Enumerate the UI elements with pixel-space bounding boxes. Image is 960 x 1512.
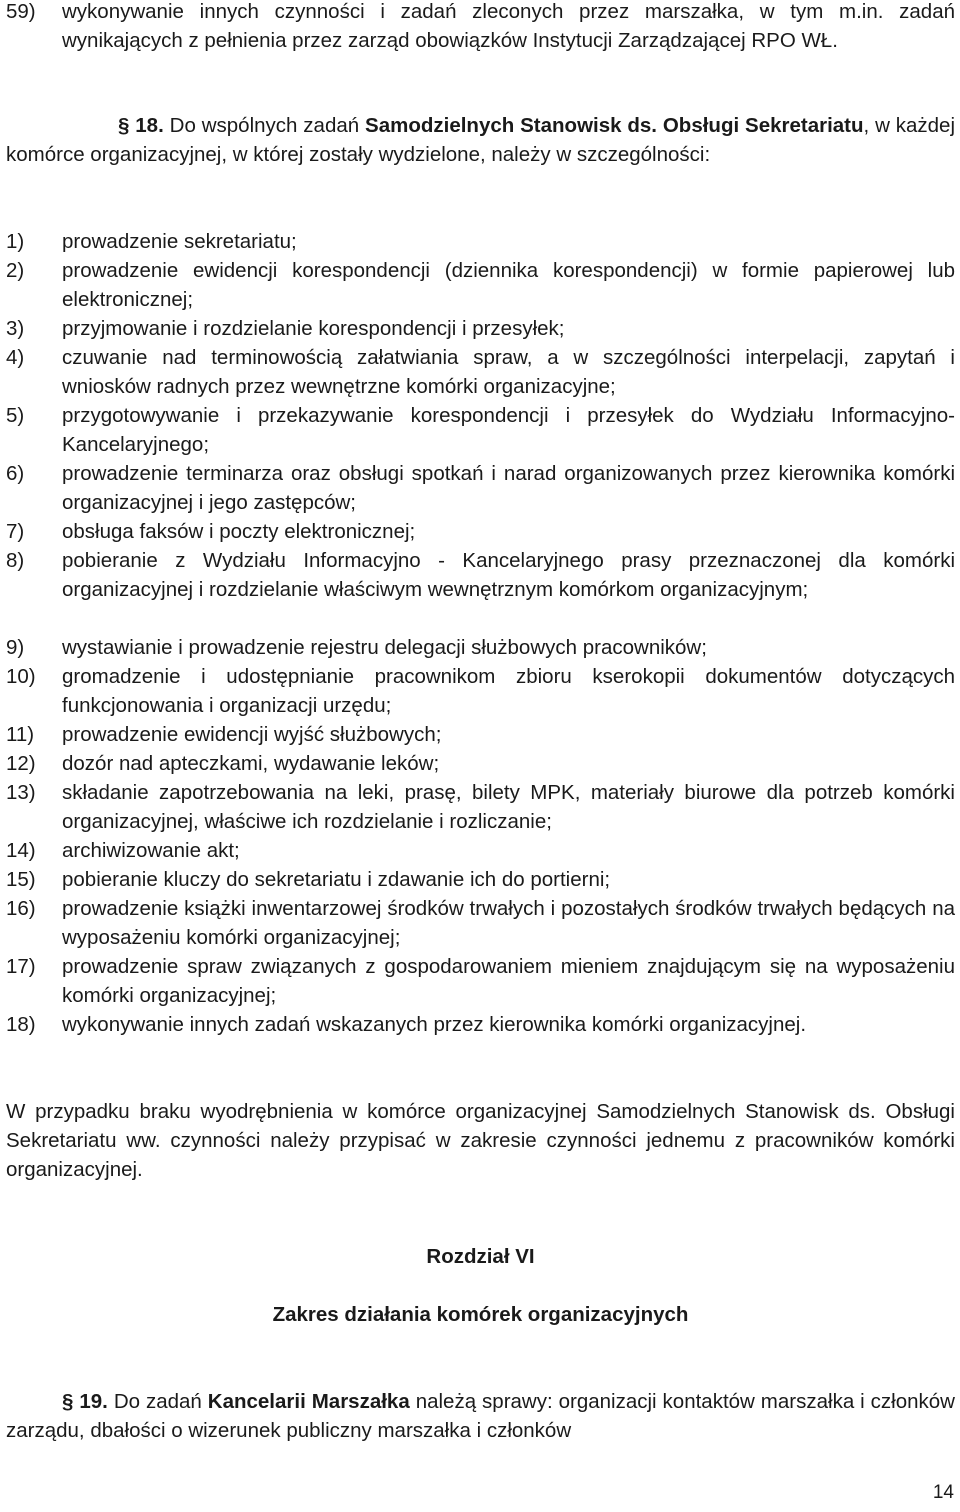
list-item-text: wykonywanie innych zadań wskazanych przez kierownika komórki organizacyjnej. [62,1013,807,1036]
paragraph-19 [6,1387,955,1445]
closing-paragraph: W przypadku braku wyodrębnienia w komórce organizacyjnej Samodzielnych Stanowisk ds. Obsługi Sekretariatu ww. czynności należy przypisać w zakresie czynności jednemu z pracowników komórki organizacyjnej. [6,1100,955,1181]
list-item [6,459,955,517]
chapter-title: Zakres działania komórek organizacyjnych [272,1303,689,1326]
list-item-number: 4) [6,346,25,369]
list-item-number: 7) [6,520,25,543]
list-item [6,865,955,894]
list-item [6,0,955,55]
list-item-number: 12) [6,752,36,775]
list-item [6,343,955,401]
list-item-number: 8) [6,549,25,572]
list-item [6,749,955,778]
paragraph-18-subject: Samodzielnych Stanowisk ds. Obsługi Sekretariatu [365,114,864,137]
list-item-number: 6) [6,462,25,485]
list-item-text: archiwizowanie akt; [62,839,240,862]
list-item-number: 9) [6,636,25,659]
list-item-text: wykonywanie innych czynności i zadań zleconych przez marszałka, w tym m.in. zadań wynikających z pełnienia przez zarząd obowiązków Instytucji Zarządzającej RPO WŁ. [62,0,955,52]
section-sign: § [118,114,130,137]
list-item [6,778,955,836]
page-number: 14 [932,1482,954,1503]
list-item-number: 13) [6,781,36,804]
paragraph-18 [6,111,955,169]
list-item [6,952,955,1010]
list-item-number: 59) [6,0,36,23]
list-item [6,314,955,343]
list-item-number: 18) [6,1013,36,1036]
paragraph-18-rest: , w każdej komórce organizacyjnej, w której zostały wydzielone, należy w szczególności: [6,114,956,166]
list-item-text: przygotowywanie i przekazywanie korespondencji i przesyłek do Wydziału Informacyjno-Kancelaryjnego; [62,404,955,456]
list-item-text: dozór nad apteczkami, wydawanie leków; [62,752,440,775]
list-item-number: 17) [6,955,36,978]
list-item [6,227,955,256]
list-item-number: 2) [6,259,25,282]
paragraph-18-intro: Do wspólnych zadań [169,114,360,137]
list-item-number: 15) [6,868,36,891]
chapter-heading: Rozdział VI [426,1245,535,1268]
list-item-text: prowadzenie książki inwentarzowej środków trwałych i pozostałych środków trwałych będących na wyposażeniu komórki organizacyjnej; [62,897,955,949]
list-item-text: obsługa faksów i poczty elektronicznej; [62,520,416,543]
list-item-number: 5) [6,404,25,427]
section-number: 19. [79,1390,108,1413]
paragraph-19-intro: Do zadań [113,1390,202,1413]
list-item-number: 11) [6,723,35,746]
list-item [6,720,955,749]
list-item-number: 3) [6,317,25,340]
list-item-text: czuwanie nad terminowością załatwiania spraw, a w szczególności interpelacji, zapytań i wniosków radnych przez wewnętrzne komórki organizacyjne; [62,346,955,398]
section-number: 18. [135,114,164,137]
list-item-text: przyjmowanie i rozdzielanie korespondencji i przesyłek; [62,317,565,340]
list-item-text: prowadzenie spraw związanych z gospodarowaniem mieniem znajdującym się na wyposażeniu komórki organizacyjnej; [62,955,955,1007]
list-item-number: 1) [6,230,25,253]
list-item-text: wystawianie i prowadzenie rejestru delegacji służbowych pracowników; [62,636,707,659]
list-item-text: prowadzenie ewidencji korespondencji (dziennika korespondencji) w formie papierowej lub elektronicznej; [62,259,955,311]
list-item-number: 16) [6,897,36,920]
list-item-text: składanie zapotrzebowania na leki, prasę, bilety MPK, materiały biurowe dla potrzeb komórki organizacyjnej, właściwe ich rozdzielanie i rozliczanie; [62,781,955,833]
list-item-number: 14) [6,839,36,862]
list-item-text: prowadzenie ewidencji wyjść służbowych; [62,723,442,746]
list-item-text: prowadzenie sekretariatu; [62,230,297,253]
list-item [6,256,955,314]
list-item-text: pobieranie z Wydziału Informacyjno - Kancelaryjnego prasy przeznaczonej dla komórki organizacyjnej i rozdzielanie właściwym wewnętrznym komórkom organizacyjnym; [62,549,955,601]
list-item [6,1010,955,1039]
list-item-text: gromadzenie i udostępnianie pracownikom zbioru kserokopii dokumentów dotyczących funkcjonowania i organizacji urzędu; [62,665,955,717]
list-item-text: pobieranie kluczy do sekretariatu i zdawanie ich do portierni; [62,868,611,891]
paragraph-19-rest: należą sprawy: organizacji kontaktów marszałka i członków zarządu, dbałości o wizerunek publiczny marszałka i członków [6,1390,955,1442]
list-item [6,836,955,865]
paragraph-19-subject: Kancelarii Marszałka [207,1390,410,1413]
list-item [6,894,955,952]
list-item [6,517,955,546]
list-item [6,546,955,604]
list-item [6,662,955,720]
section-sign: § [62,1390,74,1413]
list-item [6,633,955,662]
list-item-text: prowadzenie terminarza oraz obsługi spotkań i narad organizowanych przez kierownika komórki organizacyjnej i jego zastępców; [62,462,955,514]
list-item [6,401,955,459]
list-item-number: 10) [6,665,36,688]
